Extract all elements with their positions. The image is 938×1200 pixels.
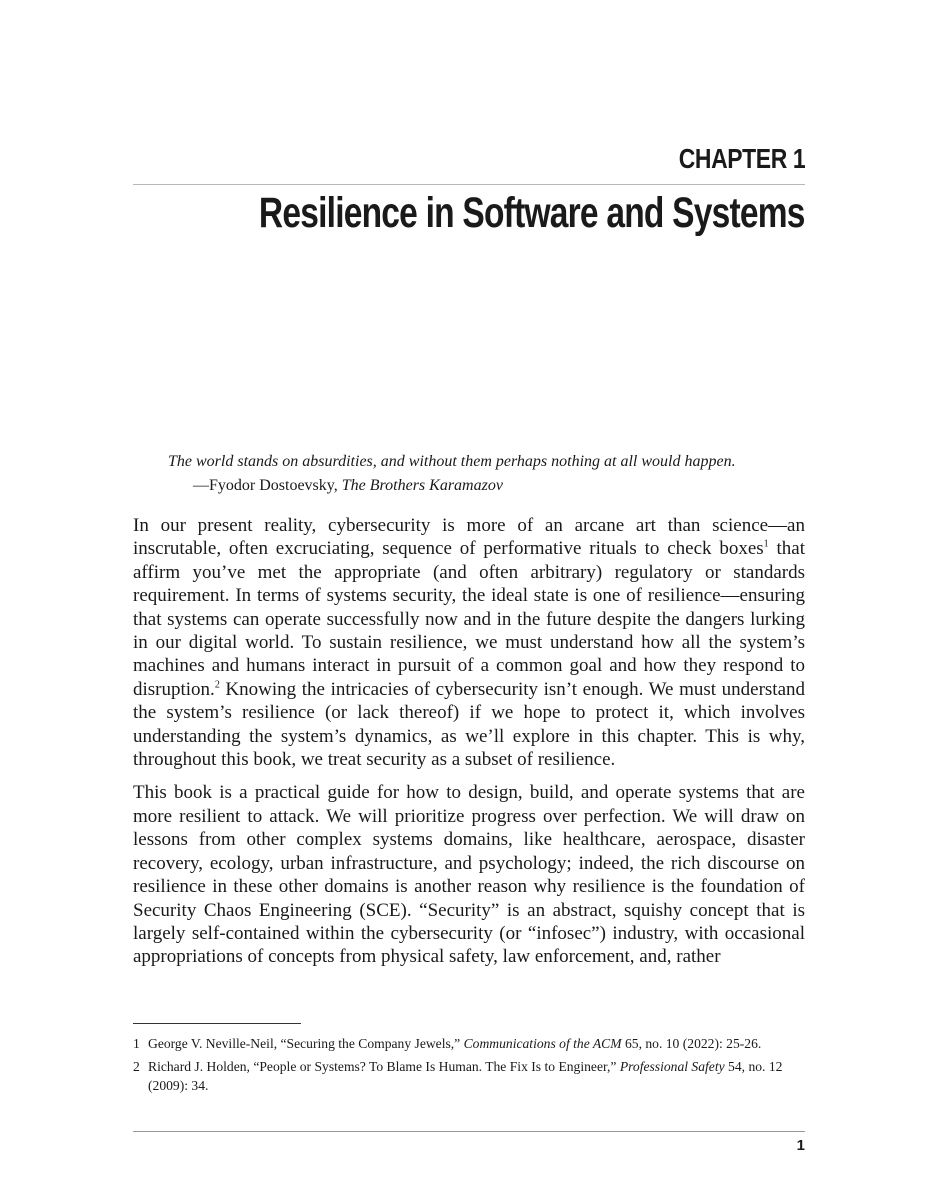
footnote-details: 65, no. 10 (2022): 25-26.: [621, 1036, 762, 1051]
footnote-divider: [133, 1023, 301, 1024]
epigraph-work: The Brothers Karamazov: [341, 477, 503, 494]
chapter-label: CHAPTER 1: [678, 143, 805, 174]
paragraph-1-text-b: that affirm you’ve met the appropriate (and often arbitrary) regulatory or standards requirement. In terms of systems security, the ideal state is one of resilience—ensuring that systems can operate successfully now and in the future despite the dangers lurking in our digital world. To sustain resilience, we must understand how all the system’s machines and humans interact in pursuit of a common goal and how they respond to disruption.: [133, 538, 805, 700]
epigraph-attribution: [168, 474, 808, 498]
footnote-citation: Richard J. Holden, “People or Systems? To Blame Is Human. The Fix Is to Engineer,”: [148, 1059, 620, 1074]
footnote-1: [133, 1034, 805, 1053]
paragraph-2: This book is a practical guide for how to design, build, and operate systems that are more resilient to attack. We will prioritize progress over perfection. We will draw on lessons from other complex systems domains, like healthcare, aerospace, disaster recovery, ecology, urban infrastructure, and psychology; indeed, the rich discourse on resilience in these other domains is another reason why resilience is the foundation of Security Chaos Engineering (SCE). “Security” is an abstract, squishy concept that is largely self-contained within the cybersecurity (or “infosec”) industry, with occasional appropriations of concepts from physical safety, law enforcement, and, rather: [133, 782, 805, 968]
footnote-text: [148, 1034, 761, 1053]
footnote-number: 2: [133, 1059, 140, 1074]
footer-divider: [133, 1131, 805, 1132]
title-divider: [133, 184, 805, 185]
epigraph-author: —Fyodor Dostoevsky,: [193, 477, 342, 494]
footnote-2: [133, 1057, 805, 1095]
paragraph-1-text-c: Knowing the intricacies of cybersecurity isn’t enough. We must understand the system’s resilience (or lack thereof) if we hope to protect it, which involves understanding the system’s dynamics, as we’ll explore in this chapter. This is why, throughout this book, we treat security as a subset of resilience.: [133, 678, 805, 771]
epigraph: [168, 450, 808, 498]
footnote-text: [148, 1057, 805, 1095]
footnotes: [133, 1034, 805, 1099]
footnote-publication: Communications of the ACM: [463, 1036, 622, 1051]
footnote-ref-1[interactable]: 1: [763, 539, 769, 551]
footnote-number: 1: [133, 1036, 140, 1051]
footnote-citation: George V. Neville-Neil, “Securing the Company Jewels,”: [148, 1036, 464, 1051]
page-number: 1: [796, 1137, 805, 1154]
paragraph-1-text-a: In our present reality, cybersecurity is more of an arcane art than science—an inscrutable, often excruciating, sequence of performative rituals to check boxes: [133, 515, 805, 560]
paragraph-1: [133, 514, 805, 771]
footnote-ref-2[interactable]: 2: [214, 679, 220, 691]
footnote-publication: Professional Safety: [619, 1059, 725, 1074]
epigraph-quote: The world stands on absurdities, and without them perhaps nothing at all would happen.: [168, 453, 736, 470]
body-text: [133, 514, 805, 979]
chapter-title: Resilience in Software and Systems: [259, 189, 805, 237]
footnote-details: 54, no. 12 (2009): 34.: [148, 1059, 783, 1093]
